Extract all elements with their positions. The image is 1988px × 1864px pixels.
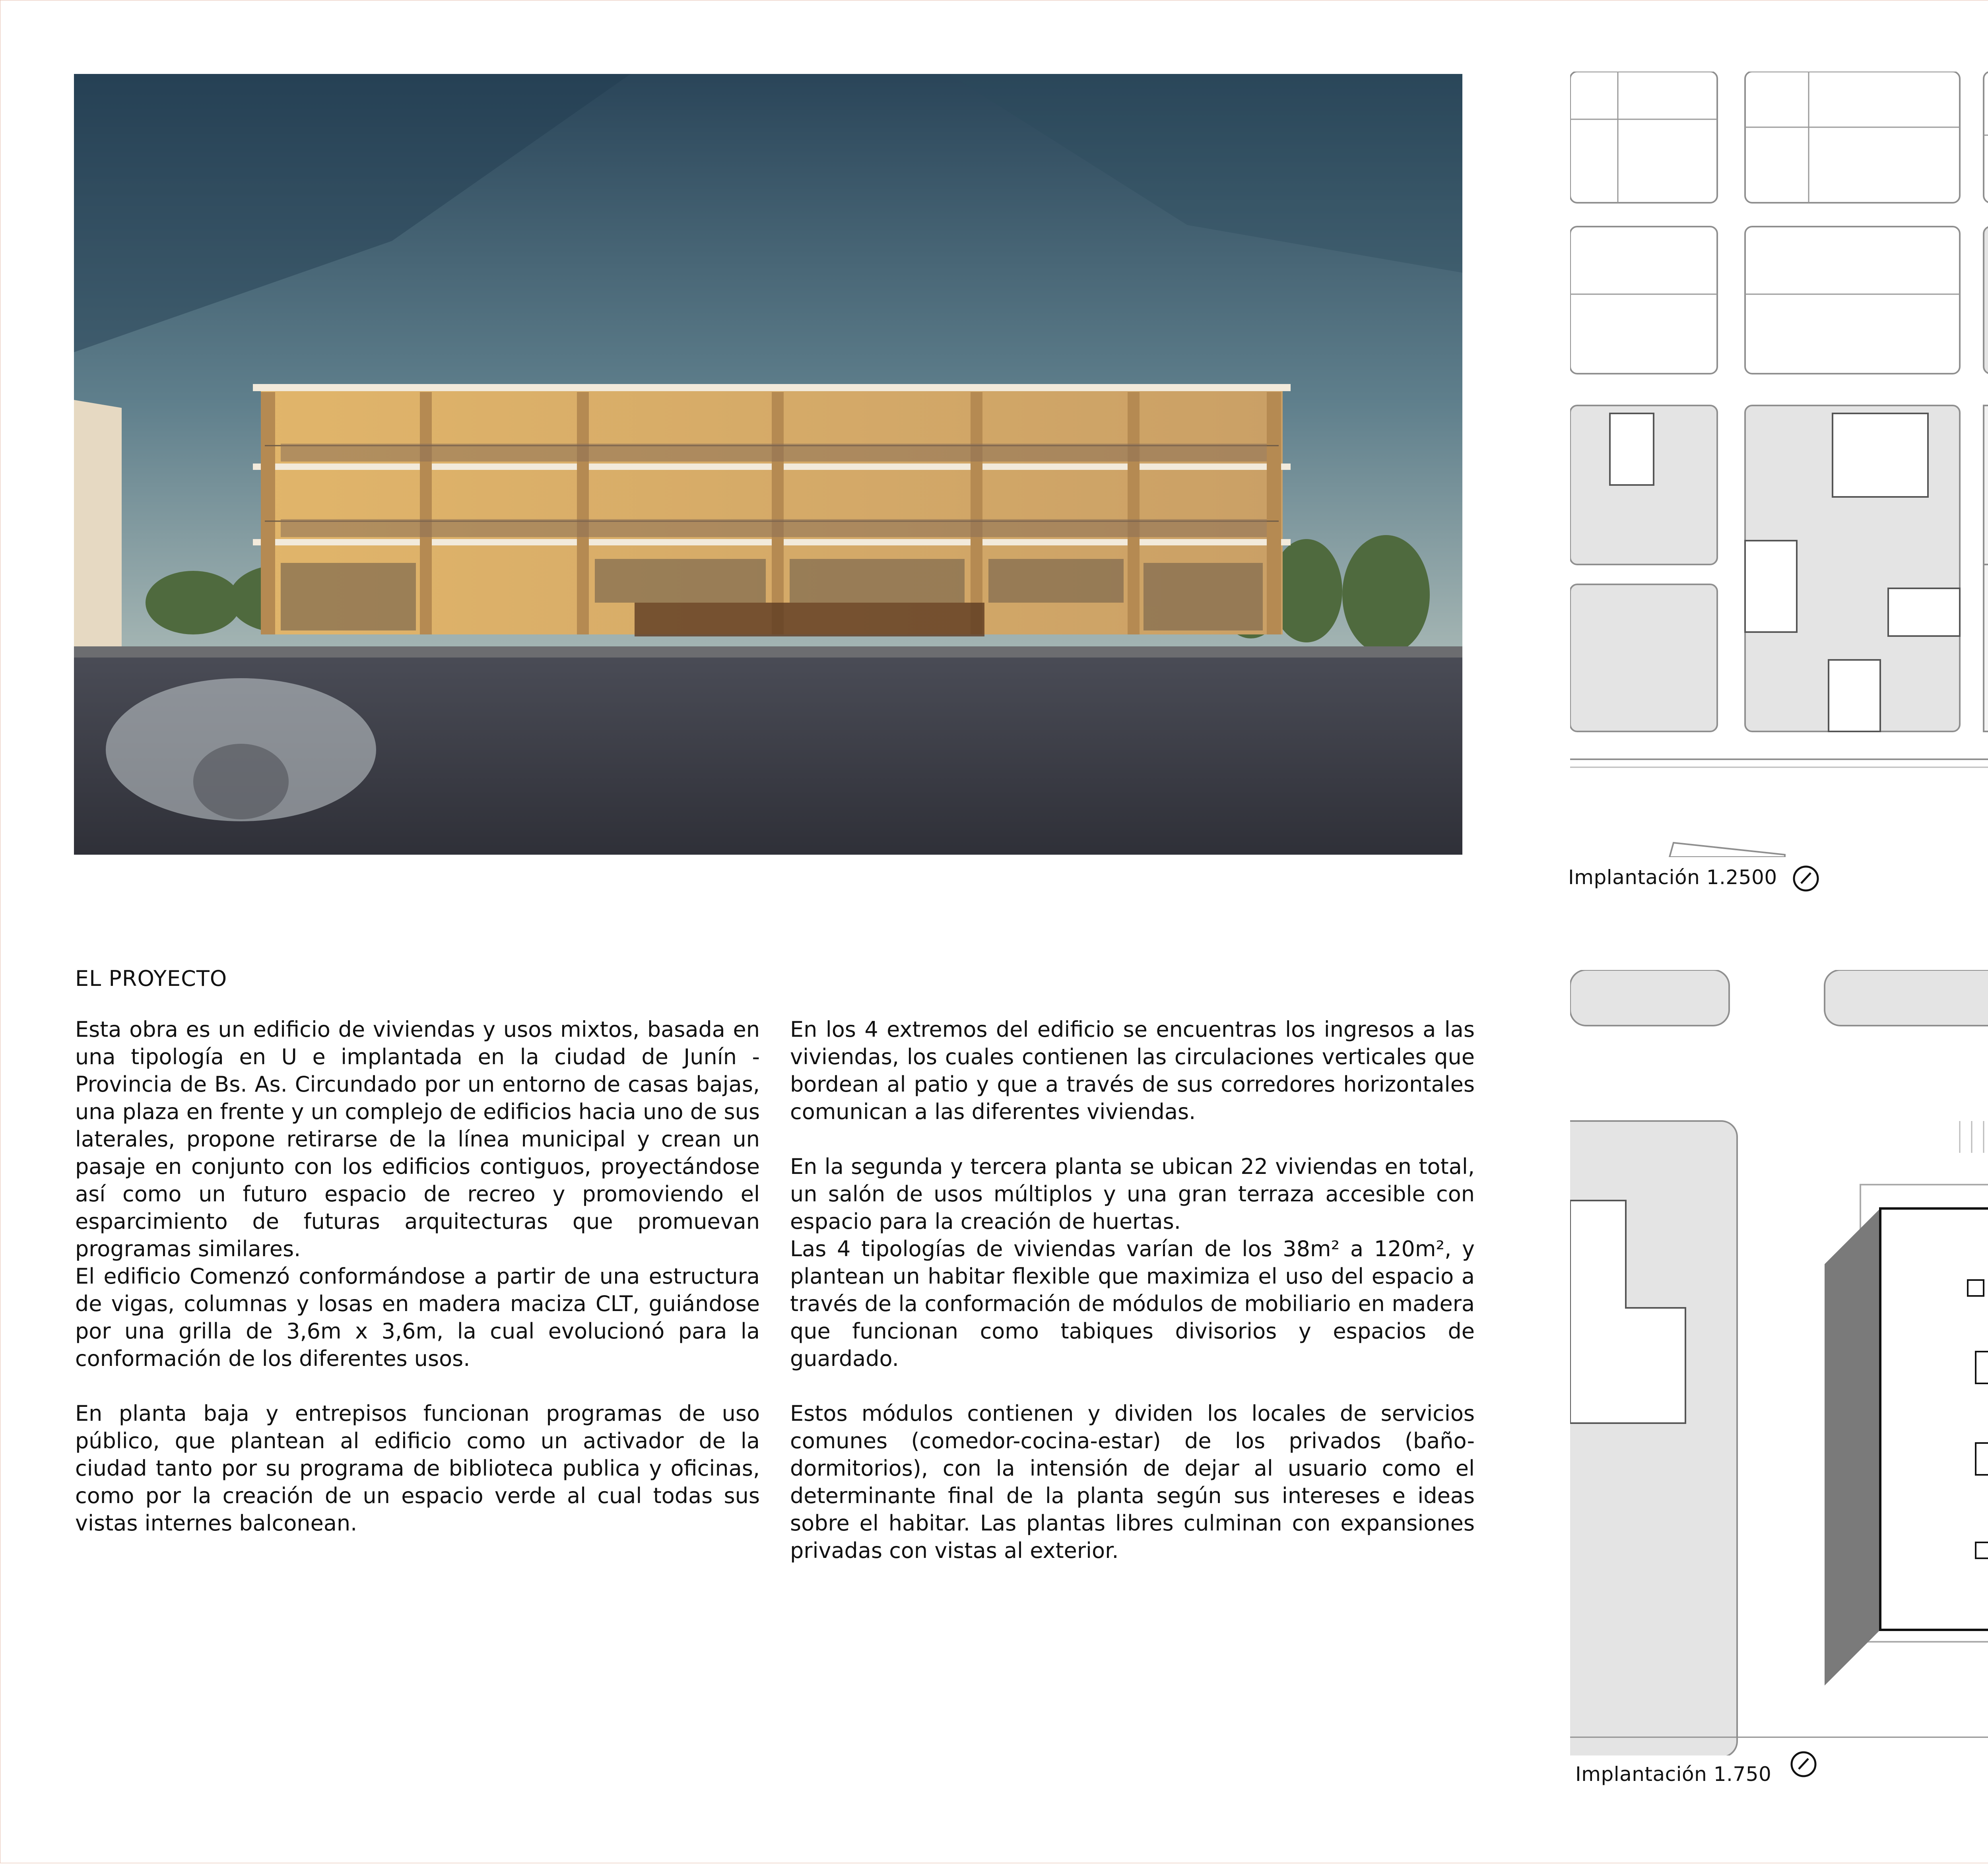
plan-2-caption: Implantación 1.750 <box>1575 1763 1772 1786</box>
site-plan-1-750 <box>1570 970 1988 1755</box>
paragraph: Esta obra es un edificio de viviendas y usos mixtos, basada en una tipología en U e implantada en la ciudad de Junín - Provincia de Bs. As. Circundado por un entorno de casas bajas, una plaza en frente y un complejo de edificios hacia uno de sus laterales, propone retirarse de la línea municipal y crean un pasaje en conjunto con los edificios contiguos, proyectándose así como un futuro espacio de recreo y promoviendo el esparcimiento de futuras arquitecturas que promuevan programas similares. <box>75 1017 760 1261</box>
paragraph: Estos módulos contienen y dividen los locales de servicios comunes (comedor-cocina-estar) de los privados (baño-dormitorios), con la intensión de dejar al usuario como el determinante final de la planta según sus intereses e ideas sobre el habitar. Las plantas libres culminan con expansiones privadas con vistas al exterior. <box>790 1401 1475 1563</box>
paragraph: Las 4 tipologías de viviendas varían de los 38m² a 120m², y plantean un habitar flexible que maximiza el uso del espacio a través de la conformación de módulos de mobiliario en madera que funcionan como tabiques divisorios y espacios de guardado. <box>790 1236 1475 1371</box>
paragraph: En los 4 extremos del edificio se encuentras los ingresos a las viviendas, los cuales contienen las circulaciones verticales que bordean al patio y que a través de sus corredores horizontales comunican a las diferentes viviendas. <box>790 1017 1475 1124</box>
text-column-right <box>790 1016 1475 1564</box>
paragraph: En planta baja y entrepisos funcionan programas de uso público, que plantean al edificio como un activador de la ciudad tanto por su programa de biblioteca publica y oficinas, como por la creación de un espacio verde al cual todas sus vistas internes balconean. <box>75 1401 760 1536</box>
section-title: EL PROYECTO <box>75 966 227 991</box>
exterior-render <box>74 74 1462 855</box>
paragraph: En la segunda y tercera planta se ubican 22 viviendas en total, un salón de usos múltiplos y una gran terraza accesible con espacio para la creación de huertas. <box>790 1154 1475 1234</box>
text-column-left <box>75 1016 760 1537</box>
north-arrow-icon <box>1790 1751 1817 1778</box>
paragraph: El edificio Comenzó conformándose a partir de una estructura de vigas, columnas y losas en madera maciza CLT, guiándose por una grilla de 3,6m x 3,6m, la cual evolucionó para la conformación de los diferentes usos. <box>75 1264 760 1371</box>
site-plan-1-2500 <box>1570 72 1988 857</box>
north-arrow-icon <box>1792 865 1819 892</box>
plan-1-caption: Implantación 1.2500 <box>1568 866 1777 889</box>
